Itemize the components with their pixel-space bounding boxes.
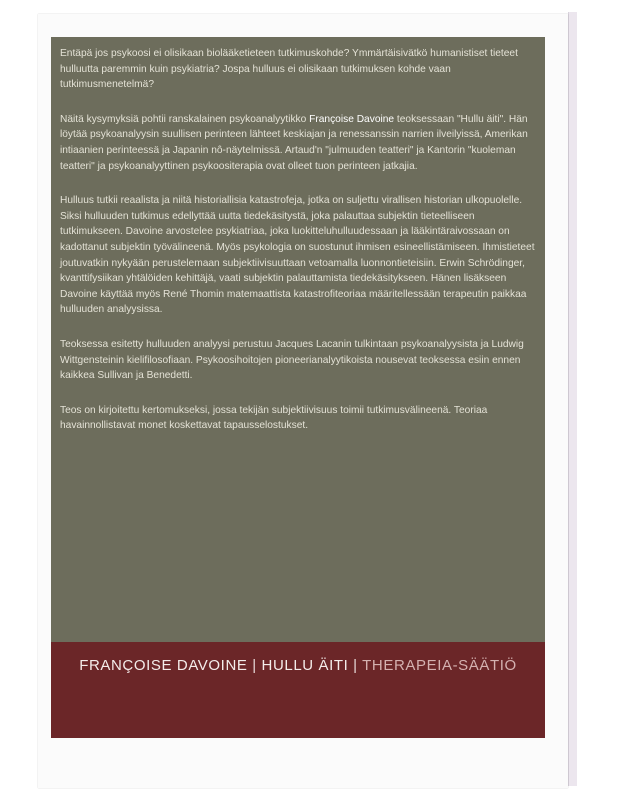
paragraph-2-lead: Näitä kysymyksiä pohtii ranskalainen psykoanalyytikko xyxy=(60,113,310,125)
paragraph-1: Entäpä jos psykoosi ei olisikaan biolääketieteen tutkimuskohde? Ymmärtäisivätkö humanistiset tieteet hulluutta paremmin kuin psykiatria? Jospa hulluus ei olisikaan tutkimuksen kohde vaan tutkimusmenetelmä? xyxy=(60,48,518,91)
paragraph-5: Teos on kirjoitettu kertomukseksi, jossa tekijän subjektiivisuus toimii tutkimusvälineenä. Teoriaa havainnollistavat monet koskettavat tapausselostukset. xyxy=(60,404,488,432)
footer-separator-1: | xyxy=(247,657,262,674)
footer-separator-2: | xyxy=(348,657,363,674)
footer-band xyxy=(51,642,545,738)
author-name-highlight: Françoise Davoine xyxy=(309,113,395,125)
footer-author: FRANÇOISE DAVOINE xyxy=(79,657,248,674)
footer-title xyxy=(51,657,545,674)
blurb-text xyxy=(60,46,536,453)
book-back-cover xyxy=(38,14,568,788)
paragraph-2-rest: teoksessaan "Hullu äiti". Hän löytää psykoanalyysin suullisen perinteen lähteet keskiajan ja renessanssin narrien ilveilyissä, Amerikan intiaanien perinteessä ja Japanin nô-näytelmissä. Artaud'n "julmuuden teatteri" ja Kantorin "kuoleman teatteri" ja psykoanalyyttinen psykoositerapia ovat olleet tuon perinteen jatkajia. xyxy=(60,113,528,172)
page-edge xyxy=(568,12,577,786)
paragraph-2 xyxy=(60,112,536,174)
footer-publisher: THERAPEIA-SÄÄTIÖ xyxy=(362,657,517,674)
footer-book-title: HULLU ÄITI xyxy=(261,657,349,674)
paragraph-3: Hulluus tutkii reaalista ja niitä historiallisia katastrofeja, jotka on suljettu virallisen historian ulkopuolelle. Siksi hulluuden tutkimus edellyttää uutta tiedekäsitystä, joka palauttaa subjektin tieteelliseen tutkimukseen. Davoine arvostelee psykiatriaa, joka luokitteluhulluudessaan ja lääkintäraivossaan on kadottanut subjektin työvälineenä. Myös psykologia on suostunut ihmisen esineellistämiseen. Ihmistieteet joutuvatkin nykyään perustelemaan subjektiivisuuttaan vetoamalla luonnontieteisiin. Erwin Schrödinger, kvanttifysiikan yhtälöiden kehittäjä, vaati subjektin palauttamista tiedekäsitykseen. Hänen lisäkseen Davoine käyttää myös René Thomin matemaattista katastrofiteoriaa määritellessään terapeutin paikkaa hulluuden analyysissa. xyxy=(60,195,535,316)
paragraph-4: Teoksessa esitetty hulluuden analyysi perustuu Jacques Lacanin tulkintaan psykoanalyysista ja Ludwig Wittgensteinin kielifilosofiaan. Psykoosihoitojen pioneerianalyytikoista nousevat teoksessa esiin ennen kaikkea Sullivan ja Benedetti. xyxy=(60,338,524,382)
